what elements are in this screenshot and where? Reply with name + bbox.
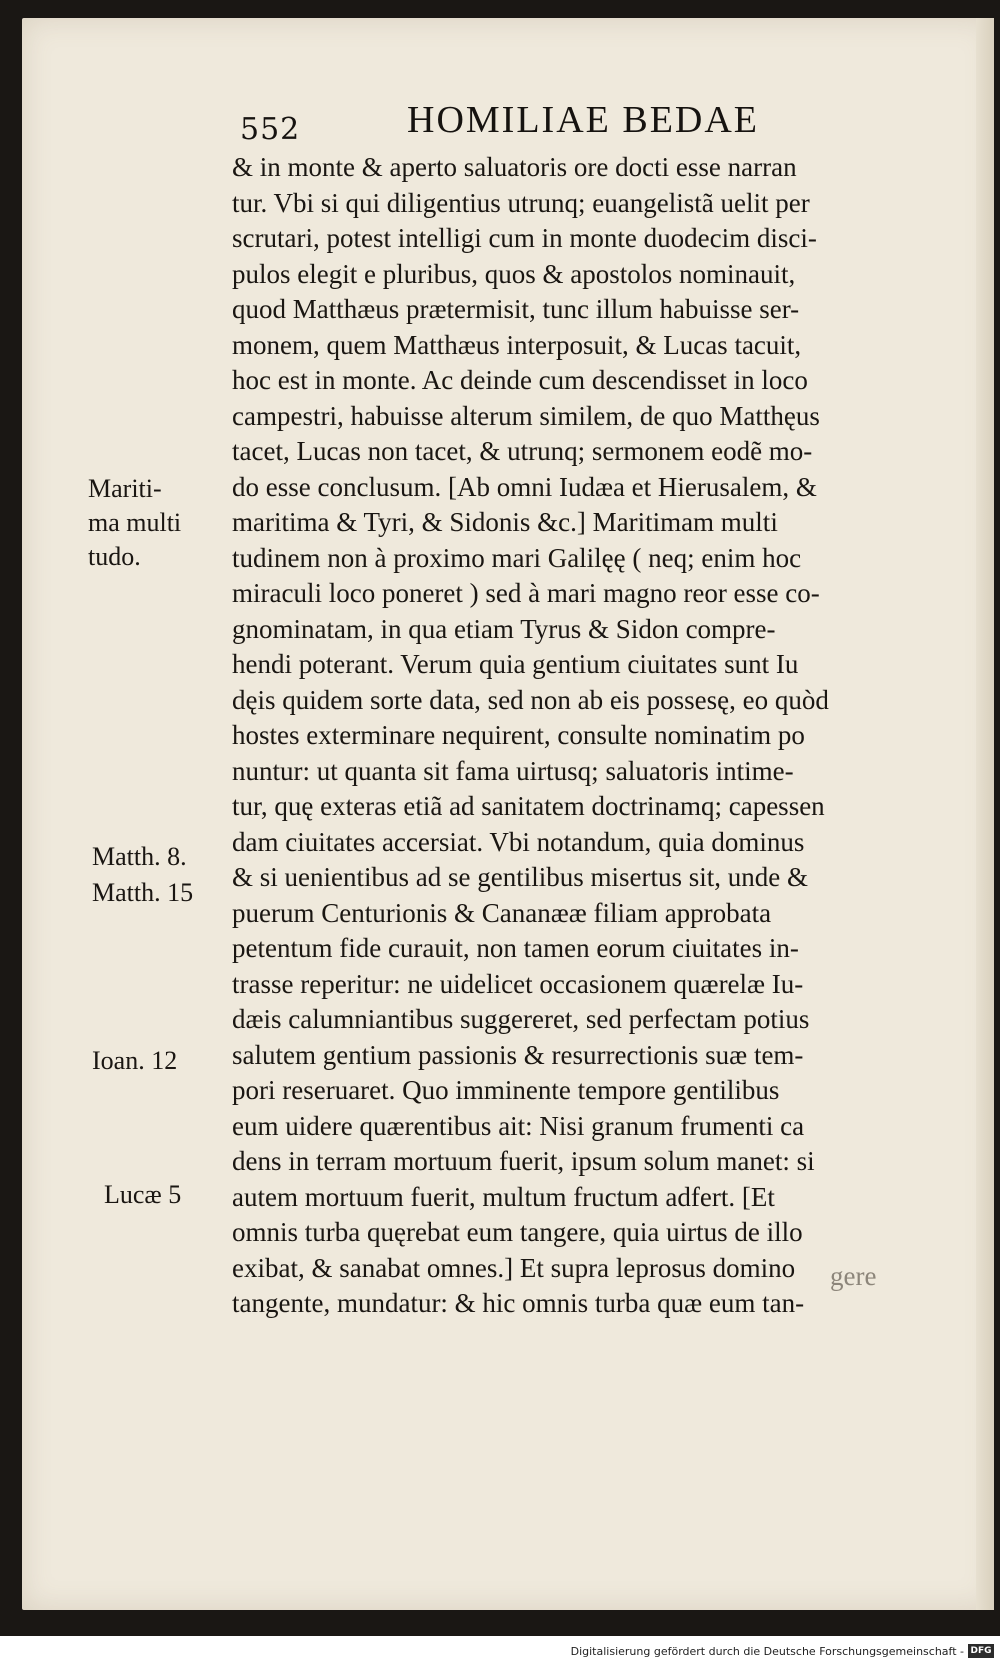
text-line: miraculi loco poneret ) sed à mari magno reor esse co- <box>232 578 820 608</box>
text-line: exibat, & sanabat omnes.] Et supra leprosus domino <box>232 1252 796 1283</box>
margin-note-maritima: ma multi <box>88 508 182 537</box>
text-line: tur, quę exteras etiã ad sanitatem doctrinamq; capessen <box>232 791 825 821</box>
margin-note-maritima: Mariti- <box>88 474 162 503</box>
margin-note-maritima: tudo. <box>88 542 141 571</box>
text-line: dam ciuitates accersiat. Vbi notandum, quia dominus <box>232 826 805 857</box>
text-line: & si uenientibus ad se gentilibus misertus sit, unde & <box>232 862 808 892</box>
text-line: & in monte & aperto saluatoris ore docti esse narran <box>232 152 797 182</box>
text-line: monem, quem Matthæus interposuit, & Lucas tacuit, <box>232 329 802 360</box>
text-line: trasse reperitur: ne uidelicet occasionem quærelæ Iu- <box>232 968 804 999</box>
margin-note-matth15: Matth. 15 <box>92 878 194 907</box>
text-line: petentum fide curauit, non tamen eorum ciuitates in- <box>232 933 799 963</box>
page-number: 552 <box>240 112 301 147</box>
digitization-footer <box>0 1636 1000 1668</box>
text-line: dęis quidem sorte data, sed non ab eis possesę, eo quòd <box>232 684 829 715</box>
body-text <box>232 150 952 1322</box>
catchword: gere <box>830 1261 877 1291</box>
dfg-logo: DFG <box>968 1644 994 1658</box>
text-line: salutem gentium passionis & resurrectionis suæ tem- <box>232 1039 804 1070</box>
text-line: hendi poterant. Verum quia gentium ciuitates sunt Iu <box>232 649 799 679</box>
text-line: hoc est in monte. Ac deinde cum descendisset in loco <box>232 365 808 395</box>
margin-note-matth8: Matth. 8. <box>92 842 187 871</box>
footer-credit: Digitalisierung gefördert durch die Deutsche Forschungsgemeinschaft - <box>570 1645 964 1658</box>
text-line: do esse conclusum. [Ab omni Iudæa et Hierusalem, & <box>232 471 817 502</box>
book-page <box>22 18 994 1610</box>
text-line: campestri, habuisse alterum similem, de quo Matthęus <box>232 400 820 431</box>
text-line: quod Matthæus prætermisit, tunc illum habuisse ser- <box>232 294 800 324</box>
text-line: autem mortuum fuerit, multum fructum adfert. [Et <box>232 1181 775 1212</box>
text-line: puerum Centurionis & Cananææ filiam approbata <box>232 897 772 928</box>
running-title: HOMILIAE BEDAE <box>407 99 760 141</box>
margin-note-ioan12: Ioan. 12 <box>92 1046 178 1075</box>
text-line: pori reseruaret. Quo imminente tempore gentilibus <box>232 1075 780 1105</box>
text-line: tudinem non à proximo mari Galilęę ( neq; enim hoc <box>232 542 802 573</box>
text-line: scrutari, potest intelligi cum in monte duodecim disci- <box>232 223 817 253</box>
text-line: tangente, mundatur: & hic omnis turba quæ eum tan- <box>232 1288 805 1318</box>
text-line: nuntur: ut quanta sit fama uirtusq; saluatoris intime- <box>232 755 794 786</box>
text-line: eum uidere quærentibus ait: Nisi granum frumenti ca <box>232 1110 805 1141</box>
text-line: tur. Vbi si qui diligentius utrunq; euangelistã uelit per <box>232 187 810 218</box>
text-line: pulos elegit e pluribus, quos & apostolos nominauit, <box>232 258 796 289</box>
text-line: dæis calumniantibus suggereret, sed perfectam potius <box>232 1004 810 1034</box>
page-edge <box>976 18 994 1610</box>
text-line: omnis turba quęrebat eum tangere, quia uirtus de illo <box>232 1217 803 1247</box>
margin-note-lucae5: Lucæ 5 <box>104 1180 182 1209</box>
text-line: gnominatam, in qua etiam Tyrus & Sidon compre- <box>232 613 776 644</box>
page-header <box>22 98 994 148</box>
text-line: hostes exterminare nequirent, consulte nominatim po <box>232 720 805 750</box>
text-line: tacet, Lucas non tacet, & utrunq; sermonem eodẽ mo- <box>232 436 813 466</box>
text-line: maritima & Tyri, & Sidonis &c.] Maritimam multi <box>232 507 778 537</box>
text-line: dens in terram mortuum fuerit, ipsum solum manet: si <box>232 1146 815 1176</box>
